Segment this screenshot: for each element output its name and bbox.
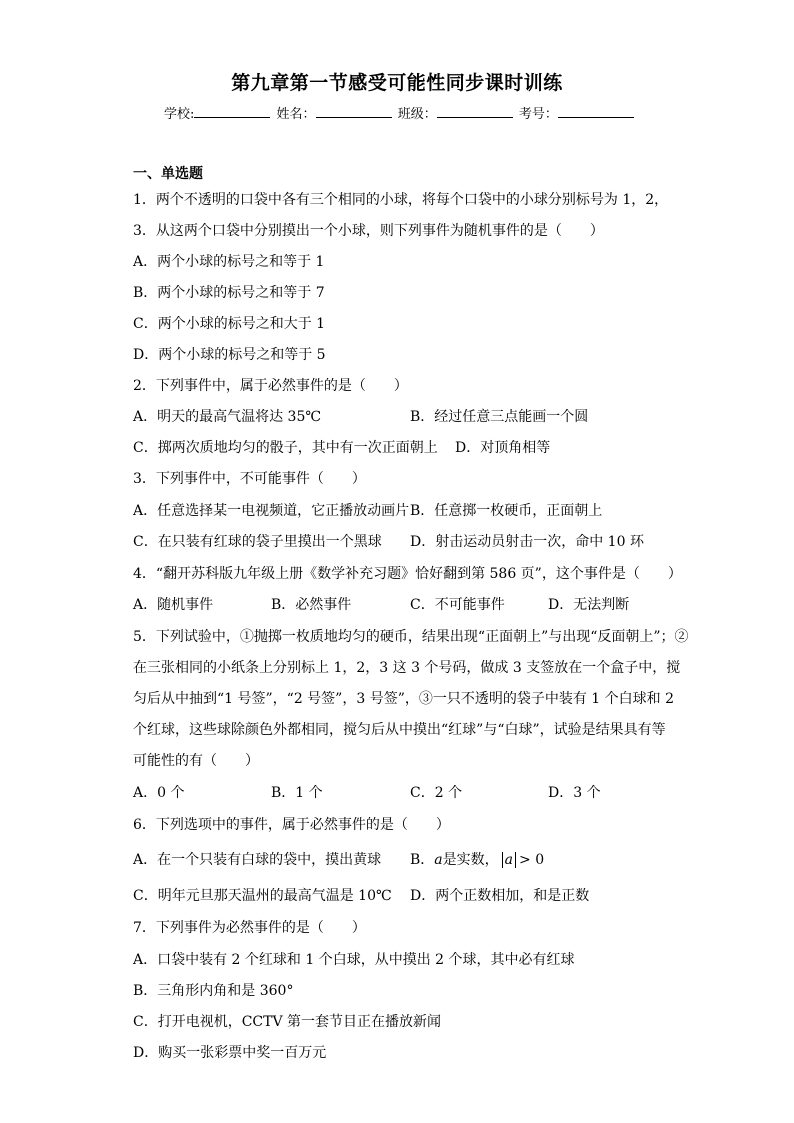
q5-option-d: D．3 个 bbox=[548, 785, 601, 801]
q7-option-c: C．打开电视机，CCTV 第一套节目正在播放新闻 bbox=[133, 1014, 442, 1030]
q3-stem: 3．下列事件中，不可能事件（ ） bbox=[133, 471, 366, 487]
name-blank bbox=[316, 105, 392, 118]
q6-option-d: D．两个正数相加，和是正数 bbox=[410, 888, 590, 904]
q2-option-b: B．经过任意三点能画一个圆 bbox=[410, 409, 589, 425]
q6-option-c: C．明年元旦那天温州的最高气温是 10℃ bbox=[133, 888, 392, 904]
section-heading: 一、单选题 bbox=[133, 166, 203, 182]
q1-option-a: A．两个小球的标号之和等于 1 bbox=[133, 254, 325, 270]
q2-stem: 2．下列事件中，属于必然事件的是（ ） bbox=[133, 378, 408, 394]
q7-option-a: A．口袋中装有 2 个红球和 1 个白球，从中摸出 2 个球，其中必有红球 bbox=[133, 952, 575, 968]
q1-stem-line2: 3．从这两个口袋中分别摸出一个小球，则下列事件为随机事件的是（ ） bbox=[133, 223, 604, 239]
q5-option-b: B．1 个 bbox=[271, 785, 323, 801]
q1-option-c: C．两个小球的标号之和大于 1 bbox=[133, 316, 326, 332]
q1-option-d: D．两个小球的标号之和等于 5 bbox=[133, 347, 326, 363]
exam-number-blank bbox=[558, 105, 634, 118]
q3-option-a: A．任意选择某一电视频道，它正播放动画片 bbox=[133, 503, 410, 519]
q4-option-a: A．随机事件 bbox=[133, 597, 214, 613]
q6-stem: 6．下列选项中的事件，属于必然事件的是（ ） bbox=[133, 817, 450, 833]
q3-option-d: D．射击运动员射击一次，命中 10 环 bbox=[410, 534, 644, 550]
q4-option-b: B．必然事件 bbox=[271, 597, 352, 613]
q7-stem: 7．下列事件为必然事件的是（ ） bbox=[133, 920, 366, 936]
q5-stem-line3: 匀后从中抽到“1 号签”，“2 号签”，3 号签”，③一只不透明的袋子中装有 1 个白球和 2 bbox=[133, 691, 675, 707]
q1-stem-line1: 1．两个不透明的口袋中各有三个相同的小球，将每个口袋中的小球分别标号为 1，2， bbox=[133, 192, 669, 208]
q6-option-b-prefix: B． bbox=[410, 852, 435, 868]
q6-option-b-variable: a bbox=[434, 852, 443, 868]
q6-option-b-suffix: > 0 bbox=[519, 852, 545, 868]
q7-option-d: D．购买一张彩票中奖一百万元 bbox=[133, 1045, 327, 1061]
q6-option-b-absolute-value: a bbox=[502, 852, 516, 868]
q3-option-b: B．任意掷一枚硬币，正面朝上 bbox=[410, 503, 603, 519]
q5-stem-line2: 在三张相同的小纸条上分别标上 1，2，3 这 3 个号码，做成 3 支签放在一个盒子中，搅 bbox=[133, 660, 681, 676]
q2-option-d: D．对顶角相等 bbox=[455, 440, 551, 456]
q4-option-d: D．无法判断 bbox=[548, 597, 630, 613]
q2-option-a: A．明天的最高气温将达 35℃ bbox=[133, 409, 322, 425]
q5-option-a: A．0 个 bbox=[133, 785, 185, 801]
q1-option-b: B．两个小球的标号之和等于 7 bbox=[133, 285, 325, 301]
name-label: 姓名： bbox=[276, 107, 316, 122]
q6-option-b bbox=[410, 851, 544, 869]
q6-option-b-middle: 是实数， bbox=[442, 852, 499, 868]
q2-option-c: C．掷两次质地均匀的骰子，其中有一次正面朝上 bbox=[133, 440, 438, 456]
q5-stem-line1: 5．下列试验中，①抛掷一枚质地均匀的硬币，结果出现“正面朝上”与出现“反面朝上”；② bbox=[133, 629, 689, 645]
q5-option-c: C．2 个 bbox=[410, 785, 463, 801]
q5-stem-line5: 可能性的有（ ） bbox=[133, 753, 259, 769]
exam-number-label: 考号： bbox=[518, 107, 558, 122]
q7-option-b: B．三角形内角和是 360° bbox=[133, 983, 294, 999]
student-info-row bbox=[164, 103, 636, 122]
q5-stem-line4: 个红球，这些球除颜色外都相同，搅匀后从中摸出“红球”与“白球”，试验是结果具有等 bbox=[133, 722, 666, 738]
q4-option-c: C．不可能事件 bbox=[410, 597, 505, 613]
q3-option-c: C．在只装有红球的袋子里摸出一个黑球 bbox=[133, 534, 382, 550]
q4-stem: 4．“翻开苏科版九年级上册《数学补充习题》恰好翻到第 586 页”，这个事件是（ ） bbox=[133, 566, 682, 582]
page-title: 第九章第一节感受可能性同步课时训练 bbox=[231, 72, 563, 94]
school-label: 学校: bbox=[164, 107, 195, 122]
class-blank bbox=[437, 105, 513, 118]
q6-option-a: A．在一个只装有白球的袋中，摸出黄球 bbox=[133, 852, 382, 868]
school-blank bbox=[194, 105, 270, 118]
class-label: 班级： bbox=[397, 107, 437, 122]
